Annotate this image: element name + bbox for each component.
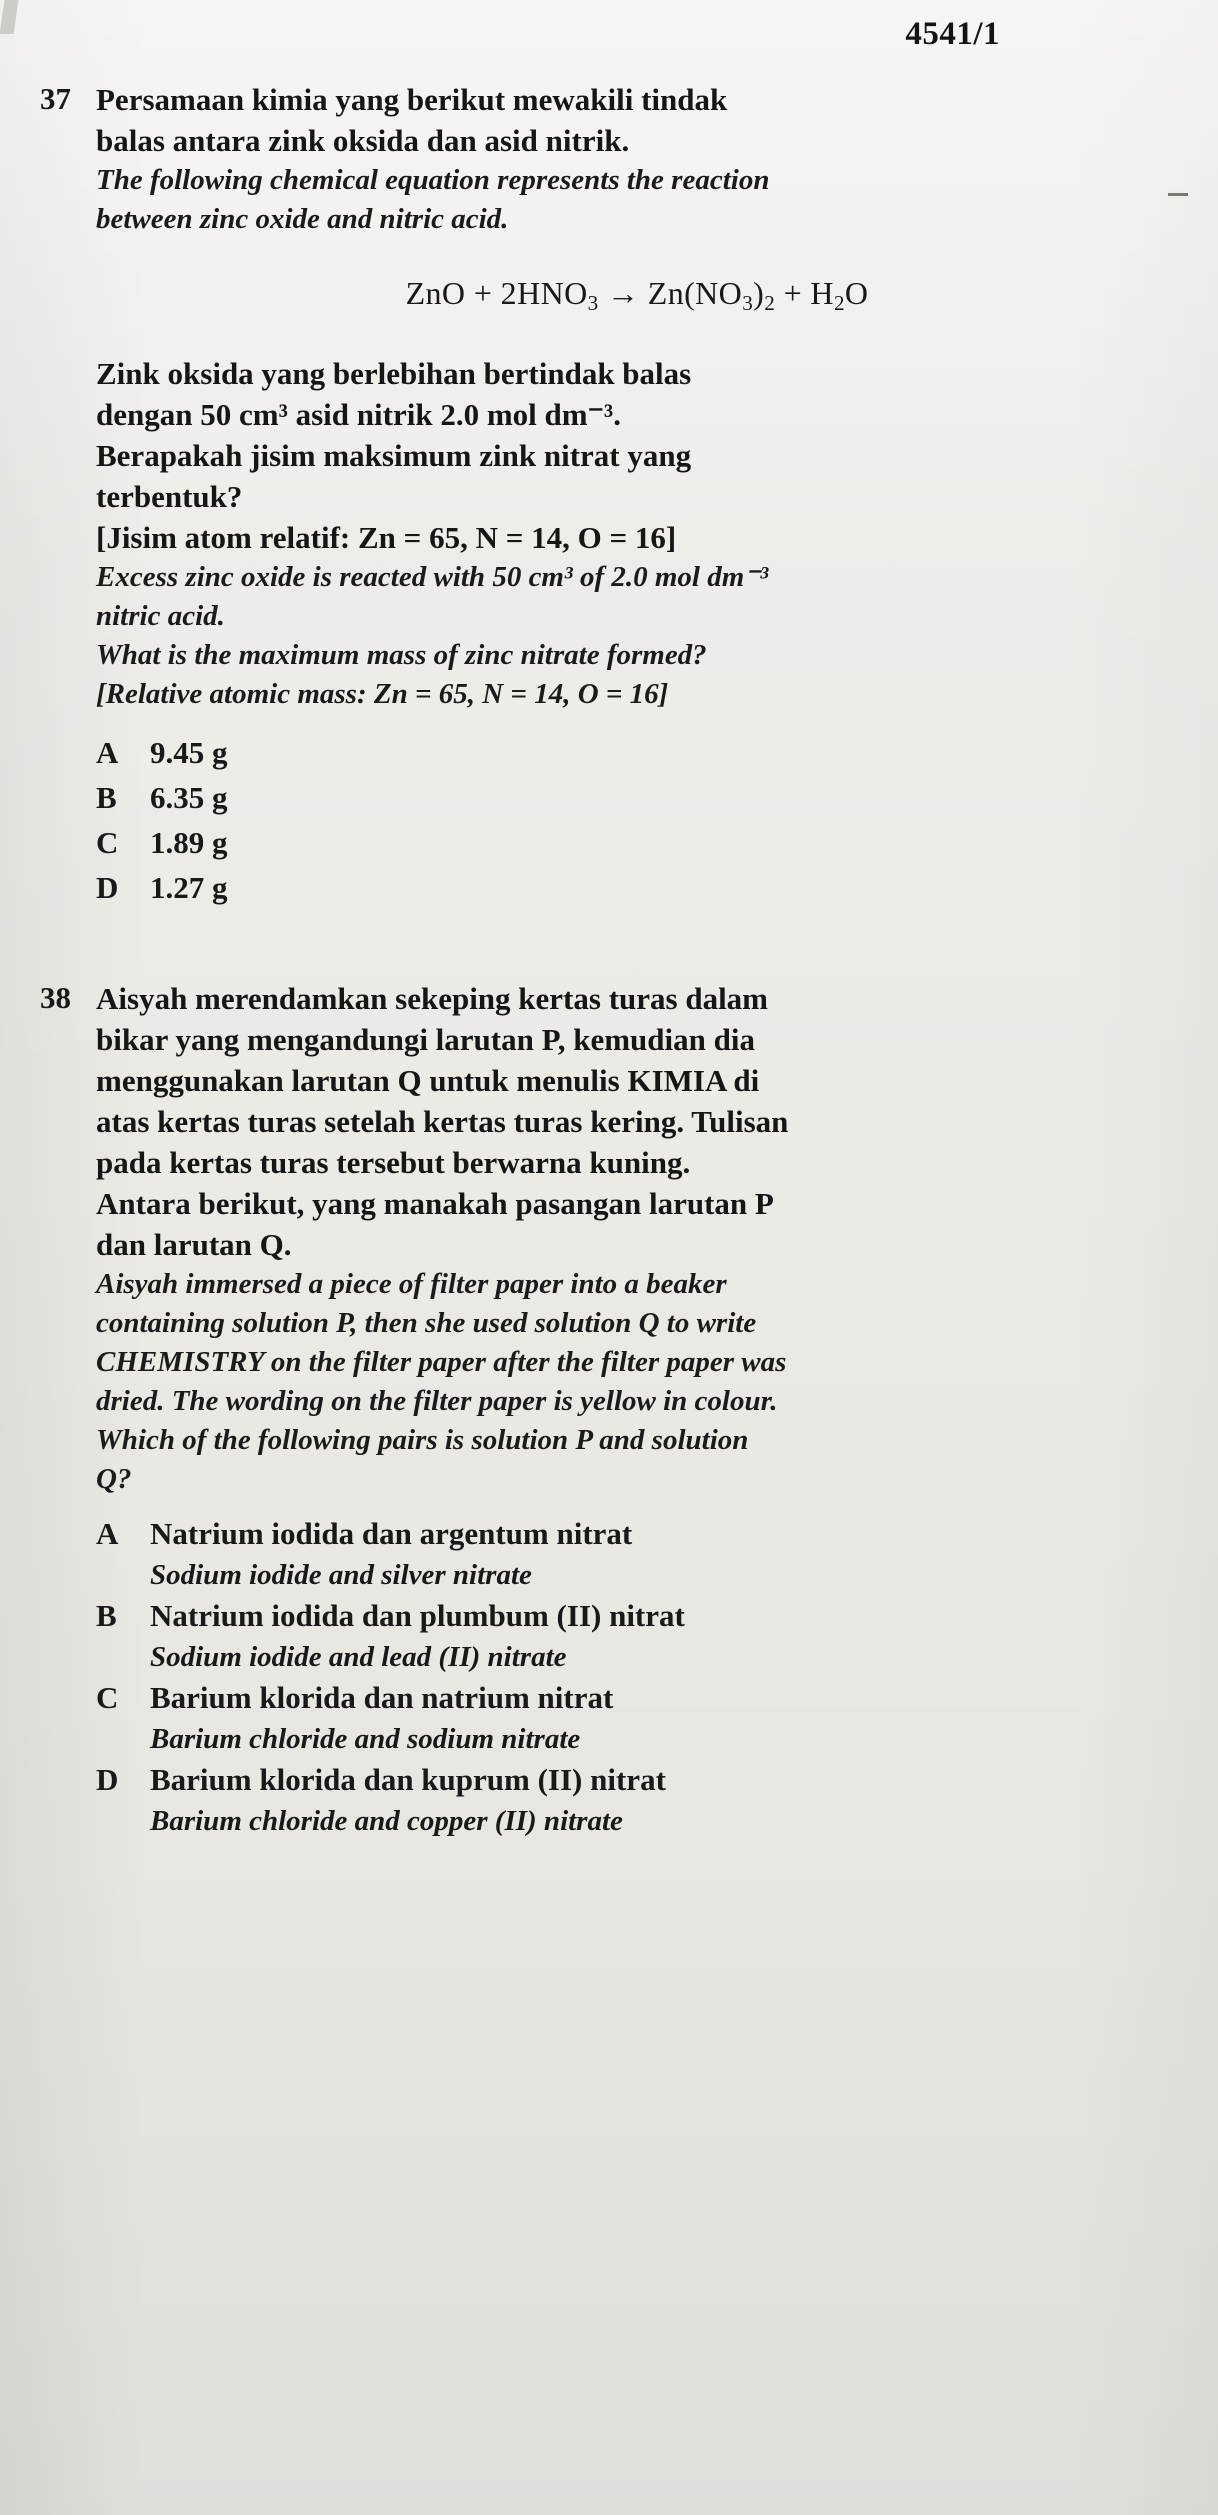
option-a-text: 9.45 g	[150, 734, 228, 770]
question-38-number: 38	[40, 979, 71, 1015]
question-37-english-stem-line-1: The following chemical equation represents the reaction	[96, 164, 770, 196]
question-38-english-body-line-4: dried. The wording on the filter paper is yellow in colour.	[96, 1384, 778, 1417]
question-38-malay-body-line-1: Aisyah merendamkan sekeping kertas turas dalam	[96, 980, 769, 1016]
question-37-equation: ZnO + $2HNO_3 \to Zn(NO_3)_2 + H_2O$	[405, 275, 869, 315]
option-a[interactable]	[96, 730, 1178, 775]
question-37-malay-body-line-5: [Jisim atom relatif: Zn = 65, N = 14, O = 16]	[96, 519, 677, 555]
question-37-malay-stem-line-2: balas antara zink oksida dan asid nitrik.	[96, 123, 630, 158]
question-37-english-body-line-4: [Relative atomic mass: Zn = 65, N = 14, O = 16]	[96, 677, 669, 710]
option-a-text-english: Sodium iodide and silver nitrate	[150, 1558, 532, 1591]
question-38-english-body-line-2: containing solution P, then she used solution Q to write	[96, 1306, 757, 1339]
page-corner-mark	[0, 0, 18, 34]
question-38-malay-body-line-3: menggunakan larutan Q untuk menulis KIMIA di	[96, 1062, 760, 1098]
question-37-malay-stem-line-1: Persamaan kimia yang berikut mewakili tindak	[96, 82, 728, 117]
option-d[interactable]	[96, 1759, 1178, 1801]
option-a-letter: A	[96, 734, 119, 770]
option-d-text: 1.27 g	[150, 869, 228, 905]
option-c-letter: C	[96, 1679, 119, 1715]
option-a-text-malay: Natrium iodida dan argentum nitrat	[150, 1515, 633, 1551]
question-37-english-body-line-1: Excess zinc oxide is reacted with 50 cm³ of 2.0 mol dm⁻³	[96, 560, 769, 593]
question-37-options	[96, 730, 1178, 910]
question-37-english-stem-line-2: between zinc oxide and nitric acid.	[96, 203, 509, 235]
question-37	[40, 79, 1178, 910]
option-b[interactable]	[96, 1595, 1178, 1637]
question-37-malay-body-line-3: Berapakah jisim maksimum zink nitrat yang	[96, 437, 692, 473]
question-38-malay-body-line-6: Antara berikut, yang manakah pasangan larutan P	[96, 1185, 774, 1221]
option-b[interactable]	[96, 775, 1178, 820]
question-38	[40, 978, 1178, 1841]
question-38-malay-body-line-7: dan larutan Q.	[96, 1226, 292, 1262]
option-b-text-malay: Natrium iodida dan plumbum (II) nitrat	[150, 1597, 685, 1633]
option-b-letter: B	[96, 779, 117, 815]
page-code: 4541/1	[905, 16, 1000, 52]
option-b-letter: B	[96, 1597, 117, 1633]
option-c-text-english: Barium chloride and sodium nitrate	[150, 1722, 581, 1755]
option-a-letter: A	[96, 1515, 119, 1551]
option-d[interactable]	[96, 865, 1178, 910]
option-b-text: 6.35 g	[150, 779, 228, 815]
option-c-text: 1.89 g	[150, 824, 228, 860]
option-d-text-english: Barium chloride and copper (II) nitrate	[150, 1804, 623, 1837]
option-a[interactable]	[96, 1513, 1178, 1555]
question-38-malay-body-line-5: pada kertas turas tersebut berwarna kuning.	[96, 1144, 691, 1180]
question-37-malay-body-line-1: Zink oksida yang berlebihan bertindak balas	[96, 355, 692, 391]
option-c[interactable]	[96, 820, 1178, 865]
question-38-english-body-line-5: Which of the following pairs is solution P and solution	[96, 1423, 749, 1456]
option-c-text-malay: Barium klorida dan natrium nitrat	[150, 1679, 614, 1715]
question-gap	[40, 910, 1178, 968]
question-37-english-body-line-3: What is the maximum mass of zinc nitrate formed?	[96, 638, 707, 671]
option-c-letter: C	[96, 824, 119, 860]
question-37-malay-body-line-2: dengan 50 cm³ asid nitrik 2.0 mol dm⁻³.	[96, 396, 621, 432]
option-c[interactable]	[96, 1677, 1178, 1719]
question-37-malay-body-line-4: terbentuk?	[96, 478, 243, 514]
question-38-english-body-line-6: Q?	[96, 1462, 132, 1495]
option-b-text-english: Sodium iodide and lead (II) nitrate	[150, 1640, 567, 1673]
question-38-english-body-line-3: CHEMISTRY on the filter paper after the filter paper was	[96, 1345, 787, 1378]
question-37-number: 37	[40, 81, 71, 116]
option-d-letter: D	[96, 869, 119, 905]
question-38-malay-body-line-4: atas kertas turas setelah kertas turas kering. Tulisan	[96, 1103, 789, 1139]
question-37-english-body-line-2: nitric acid.	[96, 599, 225, 632]
question-38-malay-body-line-2: bikar yang mengandungi larutan P, kemudian dia	[96, 1021, 755, 1057]
option-d-letter: D	[96, 1761, 119, 1797]
option-d-text-malay: Barium klorida dan kuprum (II) nitrat	[150, 1761, 666, 1797]
question-38-options	[96, 1513, 1178, 1841]
question-38-english-body-line-1: Aisyah immersed a piece of filter paper into a beaker	[96, 1267, 727, 1300]
